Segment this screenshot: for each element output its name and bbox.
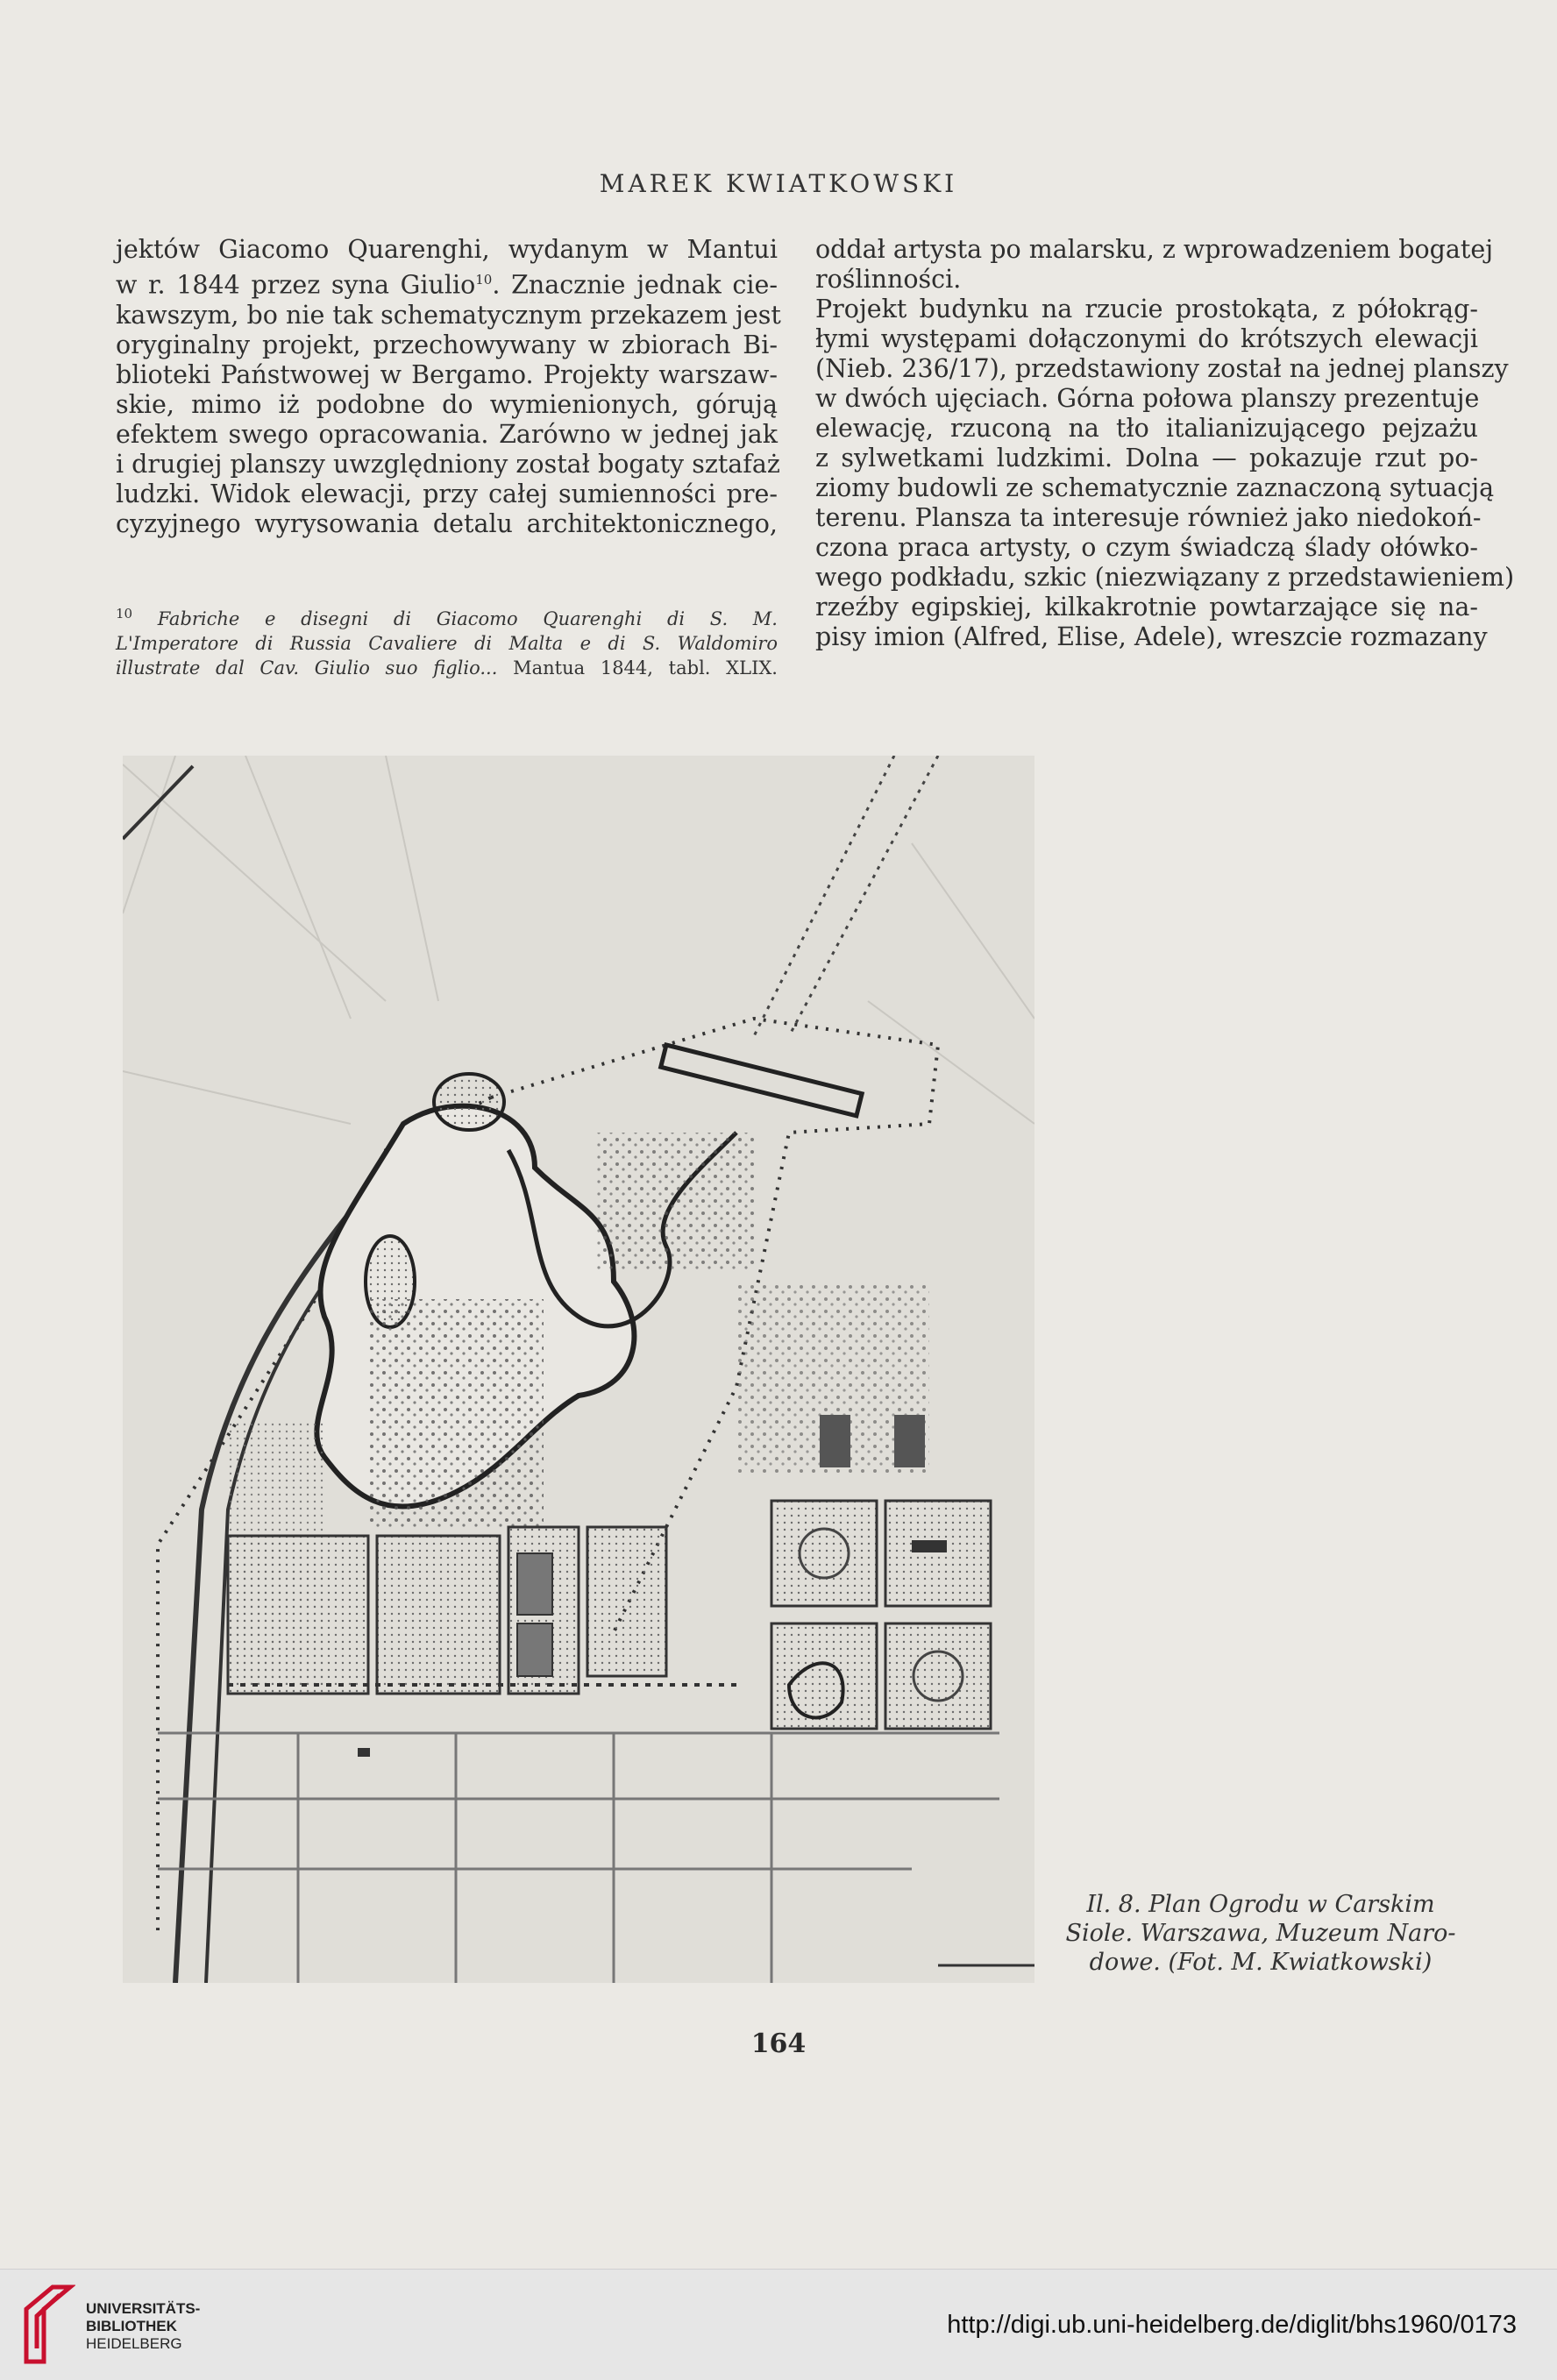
text-line: cyzyjnego wyrysowania detalu architektonicznego, — [116, 508, 778, 538]
garden-plan-drawing — [123, 756, 1034, 1983]
footnote-text: illustrate dal Cav. Giulio suo figlio... — [116, 657, 498, 678]
text-line: elewację, rzuconą na tło italianizującego pejzażu — [815, 414, 1478, 443]
text-line: blioteki Państwowej w Bergamo. Projekty warszaw- — [116, 359, 778, 389]
library-name-line: UNIVERSITÄTS- — [86, 2300, 201, 2317]
caption-line: Siole. Warszawa, Muzeum Naro- — [1065, 1920, 1456, 1947]
footnote-reference[interactable]: 10 — [475, 272, 493, 288]
text-line: efektem swego opracowania. Zarówno w jednej jak — [116, 419, 778, 449]
text-line: roślinności. — [815, 265, 962, 294]
text-line: w dwóch ujęciach. Górna połowa planszy prezentuje — [815, 384, 1480, 413]
text-line: oddał artysta po malarsku, z wprowadzeniem bogatej — [815, 235, 1494, 264]
text-fragment: w r. 1844 przez syna Giulio — [116, 270, 476, 300]
footnote-text: Fabriche e disegni di Giacomo Quarenghi di S. M. — [157, 608, 778, 629]
library-logo-icon[interactable] — [18, 2283, 75, 2366]
library-name-line: HEIDELBERG — [86, 2335, 182, 2352]
text-line — [116, 265, 778, 301]
footer-bar — [0, 2269, 1557, 2380]
text-line: oryginalny projekt, przechowywany w zbiorach Bi- — [116, 330, 778, 359]
library-name[interactable] — [86, 2300, 200, 2353]
garden-plan-figure — [123, 756, 1034, 1983]
footnote-number: 10 — [116, 606, 133, 622]
text-line: jektów Giacomo Quarenghi, wydanym w Mantui — [116, 235, 778, 264]
text-line: terenu. Plansza ta interesuje również jako niedokoń- — [815, 503, 1482, 532]
text-line: czona praca artysty, o czym świadczą ślady ołówko- — [815, 533, 1478, 562]
footnote — [116, 601, 778, 680]
text-line: i drugiej planszy uwzględniony został bogaty sztafaż — [116, 449, 780, 479]
text-line: pisy imion (Alfred, Elise, Adele), wreszcie rozmazany — [815, 622, 1488, 651]
permalink-url[interactable]: http://digi.ub.uni-heidelberg.de/diglit/bhs1960/0173 — [947, 2311, 1517, 2339]
text-line: rzeźby egipskiej, kilkakrotnie powtarzające się na- — [815, 593, 1478, 622]
text-line: kawszym, bo nie tak schematycznym przekazem jest — [116, 300, 781, 330]
right-text-column — [815, 235, 1515, 652]
text-fragment: . Znacznie jednak cie- — [492, 270, 778, 300]
page-number: 164 — [750, 2028, 807, 2059]
caption-line: Il. 8. Plan Ogrodu w Carskim — [1086, 1891, 1435, 1918]
footnote-line: L'Imperatore di Russia Cavaliere di Malta e di S. Waldomiro — [116, 633, 778, 654]
running-head: MAREK KWIATKOWSKI — [599, 169, 958, 198]
library-name-line: BIBLIOTHEK — [86, 2318, 177, 2334]
left-text-column — [116, 235, 781, 539]
text-line: skie, mimo iż podobne do wymienionych, górują — [116, 389, 778, 419]
text-line: z sylwetkami ludzkimi. Dolna — pokazuje rzut po- — [815, 444, 1478, 472]
caption-line: dowe. (Fot. M. Kwiatkowski) — [1089, 1949, 1433, 1976]
footnote-line — [116, 656, 778, 680]
footnote-text: Mantua 1844, tabl. XLIX. — [497, 657, 778, 678]
text-line: ludzki. Widok elewacji, przy całej sumienności pre- — [116, 479, 778, 508]
footnote-line — [116, 601, 778, 631]
figure-caption — [1039, 1890, 1482, 1977]
text-line: Projekt budynku na rzucie prostokąta, z półokrąg- — [815, 295, 1478, 323]
text-line: ziomy budowli ze schematycznie zaznaczoną sytuacją — [815, 473, 1495, 502]
text-line: (Nieb. 236/17), przedstawiony został na jednej planszy — [815, 354, 1509, 383]
text-line: wego podkładu, szkic (niezwiązany z przedstawieniem) — [815, 563, 1515, 592]
text-line: łymi występami dołączonymi do krótszych elewacji — [815, 324, 1478, 353]
